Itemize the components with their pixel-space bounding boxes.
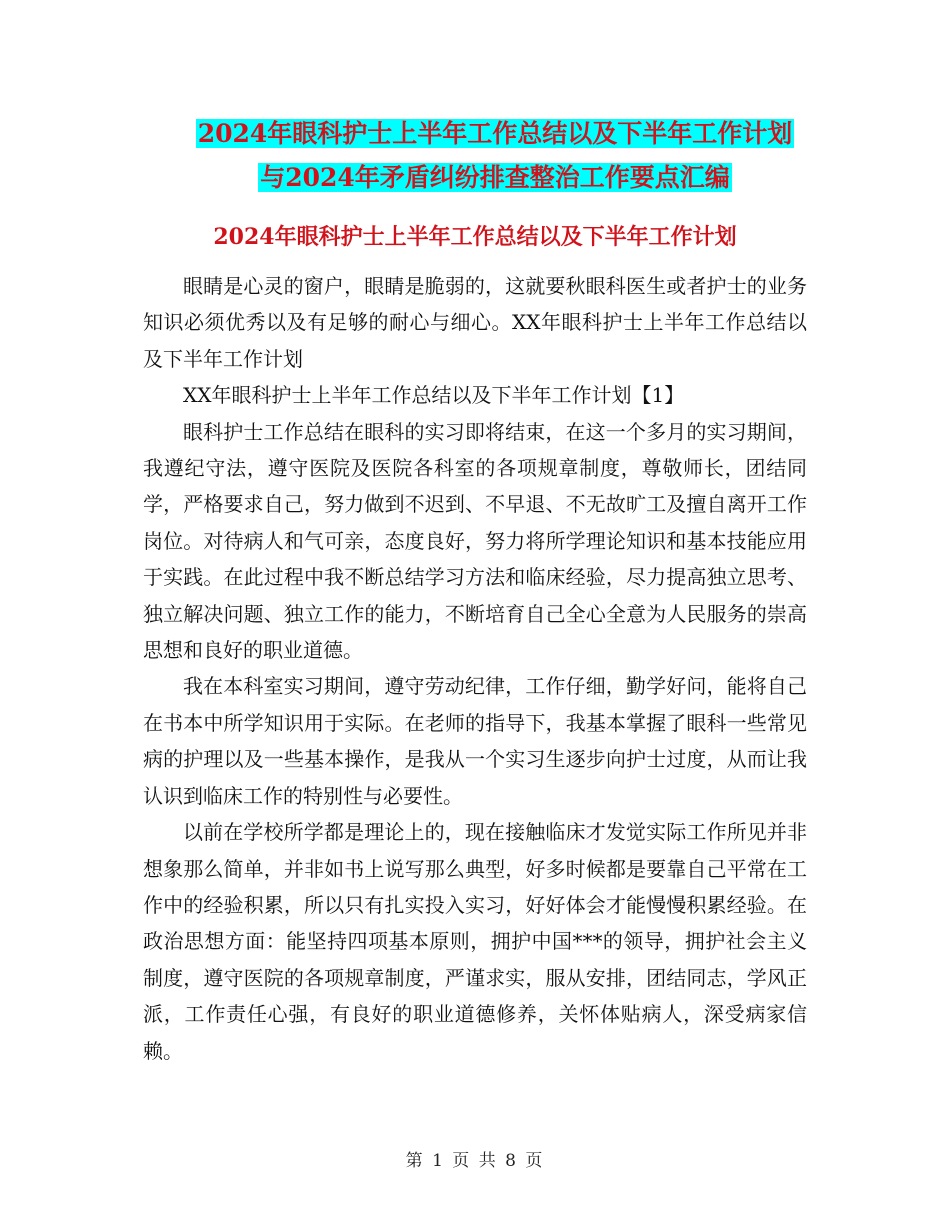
paragraph: 以前在学校所学都是理论上的，现在接触临床才发觉实际工作所见并非想象那么简单，并非如书上说写那么典型，好多时候都是要靠自己平常在工作中的经验积累，所以只有扎实投入实习，好好体会才能慢慢积累经验。在政治思想方面：能坚持四项基本原则，拥护中国***的领导，拥护社会主义制度，遵守医院的各项规章制度，严谨求实，服从安排，团结同志，学风正派，工作责任心强，有良好的职业道德修养，关怀体贴病人，深受病家信赖。: [143, 820, 807, 1063]
title-line-1: 2024年眼科护士上半年工作总结以及下半年工作计划: [197, 119, 793, 148]
section-title: 2024年眼科护士上半年工作总结以及下半年工作计划: [213, 224, 737, 250]
paragraph: 我在本科室实习期间，遵守劳动纪律，工作仔细，勤学好问，能将自己在书本中所学知识用于实际。在老师的指导下，我基本掌握了眼科一些常见病的护理以及一些基本操作，是我从一个实习生逐步向护士过度，从而让我认识到临床工作的特别性与必要性。: [143, 674, 807, 808]
paragraph: XX年眼科护士上半年工作总结以及下半年工作计划【1】: [183, 383, 685, 408]
document-title: [120, 112, 870, 200]
body-text: [143, 268, 807, 1069]
paragraph: 眼睛是心灵的窗户，眼睛是脆弱的，这就要秋眼科医生或者护士的业务知识必须优秀以及有足够的耐心与细心。XX年眼科护士上半年工作总结以及下半年工作计划: [143, 274, 807, 371]
paragraph: 眼科护士工作总结在眼科的实习即将结束，在这一个多月的实习期间，我遵纪守法，遵守医院及医院各科室的各项规章制度，尊敬师长，团结同学，严格要求自己，努力做到不迟到、不早退、不无故旷工及擅自离开工作岗位。对待病人和气可亲，态度良好，努力将所学理论知识和基本技能应用于实践。在此过程中我不断总结学习方法和临床经验，尽力提高独立思考、独立解决问题、独立工作的能力，不断培育自己全心全意为人民服务的崇高思想和良好的职业道德。: [143, 419, 807, 663]
title-line-2: 与2024年矛盾纠纷排查整治工作要点汇编: [260, 163, 730, 192]
page-footer: 第 1 页 共 8 页: [405, 1151, 545, 1171]
